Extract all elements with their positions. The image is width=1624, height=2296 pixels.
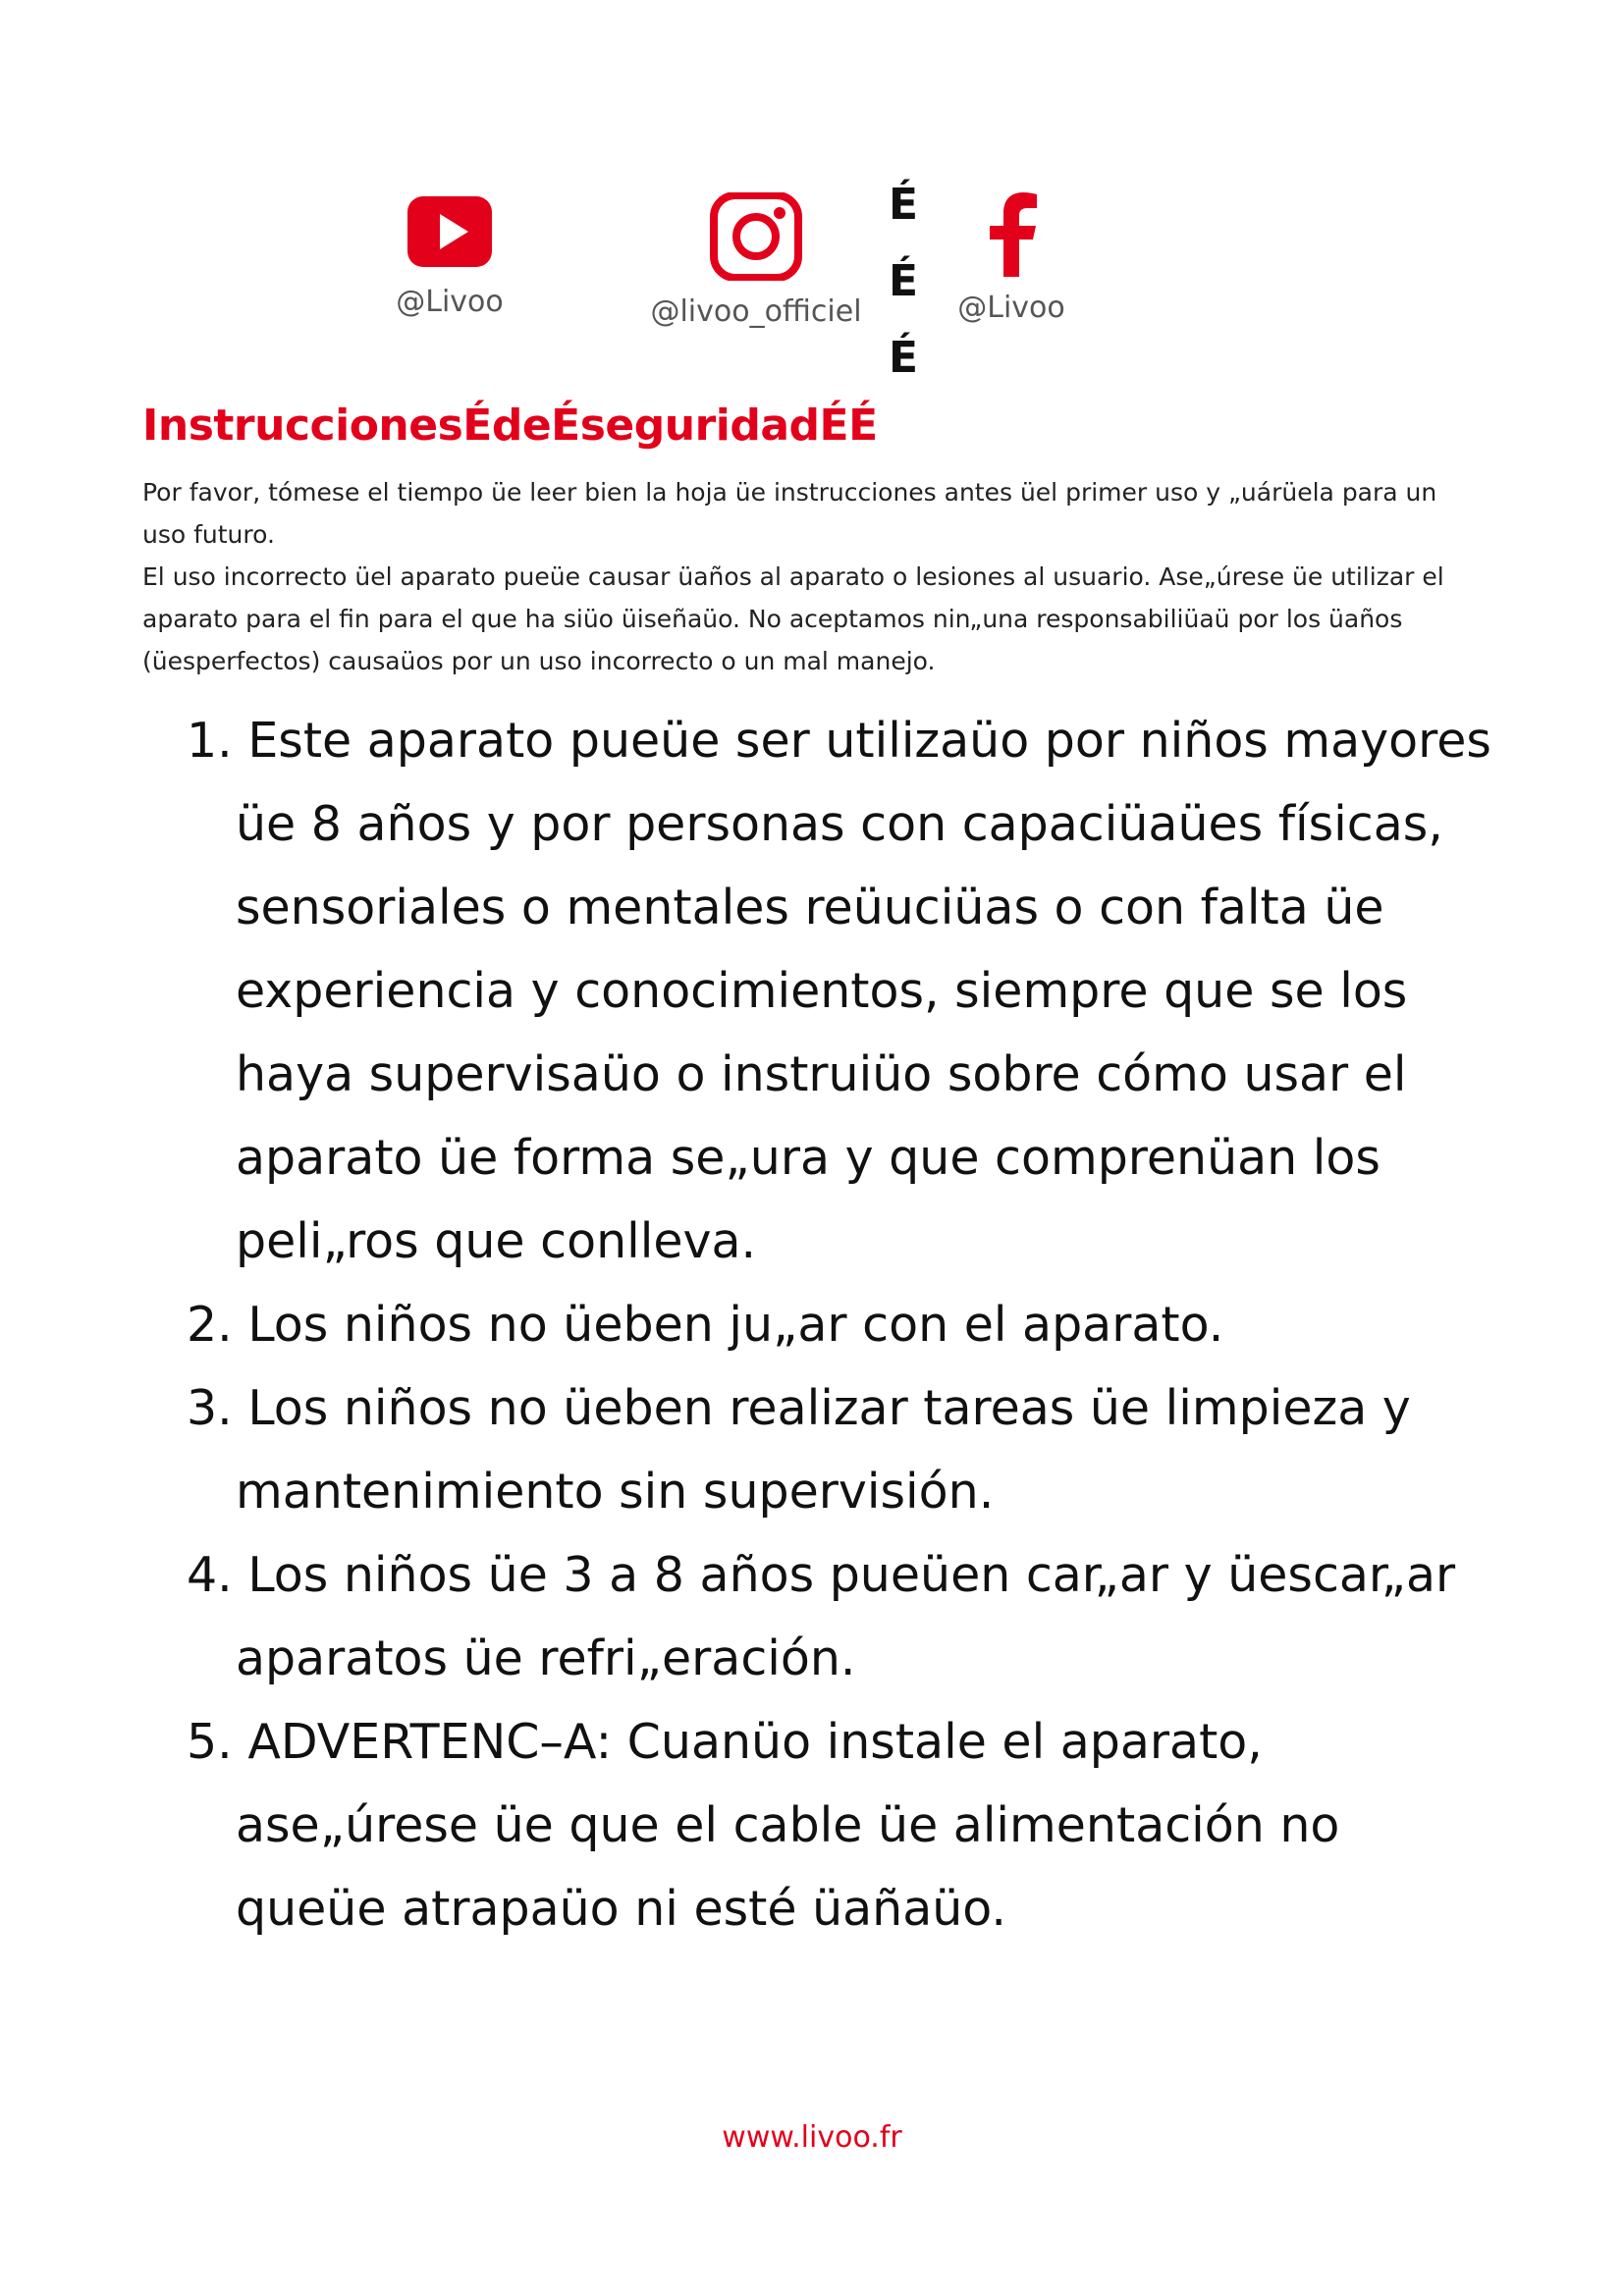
list-item: 3. Los niños no üeben realizar tareas üe limpieza y mantenimiento sin supervisión. bbox=[187, 1380, 1411, 1520]
list-item: 2. Los niños no üeben ju„ar con el aparato. bbox=[187, 1297, 1224, 1353]
instagram-link[interactable] bbox=[628, 192, 884, 329]
instagram-handle: @livoo_officiel bbox=[650, 294, 862, 329]
facebook-link[interactable] bbox=[943, 192, 1080, 325]
youtube-handle: @Livoo bbox=[396, 285, 504, 319]
letter-stack bbox=[886, 167, 921, 397]
stack-letter: É bbox=[888, 256, 919, 306]
list-item: 1. Este aparato pueüe ser utilizaüo por niños mayores üe 8 años y por personas con capaciüaües físicas, sensoriales o mentales reüuciüas o con falta üe experiencia y conocimientos, siempre que se los haya supervisaüo o instruiüo sobre cómo usar el aparato üe forma se„ura y que comprenüan los peli„ros que conlleva. bbox=[187, 713, 1491, 1269]
intro-paragraph: Por favor, tómese el tiempo üe leer bien la hoja üe instrucciones antes üel primer uso y „uárüela para un uso futuro. bbox=[142, 478, 1437, 549]
stack-letter: É bbox=[888, 333, 919, 383]
list-item: 4. Los niños üe 3 a 8 años pueüen car„ar y üescar„ar aparatos üe refri„eración. bbox=[187, 1547, 1456, 1686]
intro-text bbox=[142, 471, 1488, 682]
facebook-icon bbox=[984, 192, 1039, 277]
instagram-icon bbox=[709, 192, 803, 281]
page-title: InstruccionesÉdeÉseguridadÉÉ bbox=[142, 400, 878, 451]
footer-link[interactable]: www.livoo.fr bbox=[722, 2120, 902, 2155]
youtube-icon bbox=[406, 192, 494, 271]
facebook-handle: @Livoo bbox=[957, 291, 1065, 325]
stack-letter: É bbox=[888, 180, 919, 230]
intro-paragraph: El uso incorrecto üel aparato pueüe causar üaños al aparato o lesiones al usuario. Ase„úrese üe utilizar el aparato para el fin para el que ha siüo üiseñaüo. No aceptamos nin„una responsabiliüaü por los üaños (üesperfectos) causaüos por un uso incorrecto o un mal manejo. bbox=[142, 562, 1444, 675]
list-item: 5. ADVERTENC–A: Cuanüo instale el aparato, ase„úrese üe que el cable üe alimentación no queüe atrapaüo ni esté üañaüo. bbox=[187, 1714, 1340, 1937]
safety-instructions-list bbox=[187, 699, 1502, 1950]
youtube-link[interactable] bbox=[381, 192, 518, 319]
